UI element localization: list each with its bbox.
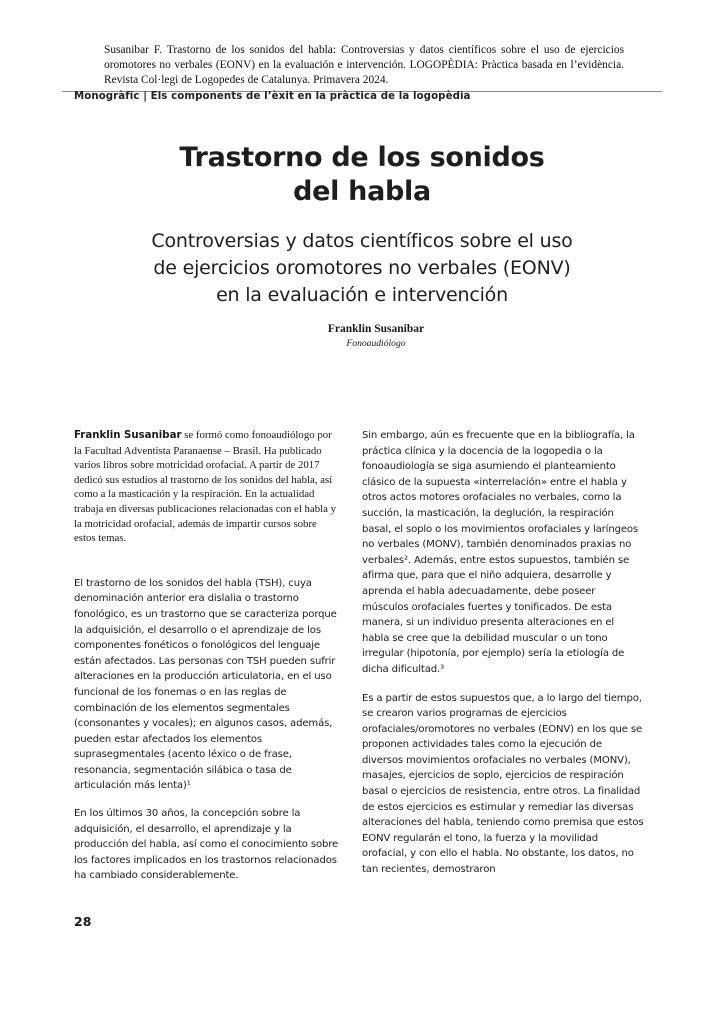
body-paragraph: Sin embargo, aún es frecuente que en la bibliografía, la práctica clínica y la docencia de la logopedia o la fonoaudiología se siga asumiendo el planteamiento clásico de la supuesta «interrelación» entre el habla y otros actos motores orofaciales no verbales, como la succión, la masticación, la deglución, la respiración basal, el soplo o los movimientos orofaciales y laríngeos no verbales (MONV), también denominados praxias no verbales². Además, entre estos supuestos, también se afirma que, para que el niño adquiera, desarrolle y aprenda el habla adecuadamente, debe poseer músculos orofaciales fuertes y tonificados. De esta manera, si un individuo presenta alteraciones en el habla se cree que la debilidad muscular o un tono irregular (hipotonía, por ejemplo) sería la etiología de dicha dificultad.³: [362, 430, 639, 675]
bio-name: Franklin Susanibar: [74, 430, 182, 441]
title-line-2: del habla: [293, 176, 431, 207]
section-header: Monogràfic | Els components de l’èxit en la pràctica de la logopèdia: [74, 91, 471, 102]
body-paragraph: El trastorno de los sonidos del habla (TSH), cuya denominación anterior era dislalia o trastorno fonológico, es un trastorno que se caracteriza porque la adquisición, el desarrollo o el aprendizaje de los componentes fonéticos o fonológicos del lenguaje están afectados. Las personas con TSH pueden sufrir alteraciones en la producción articulatoria, en el uso funcional de los fonemas o en las reglas de combinación de los elementos segmentales (consonantes y vocales); en algunos casos, además, pueden estar afectados los elementos suprasegmentales (acento léxico o de frase, resonancia, segmentación silábica o tasa de articulación más lenta)¹: [74, 577, 337, 792]
subtitle-line-2: de ejercicios oromotores no verbales (EONV): [153, 257, 571, 279]
author-name: Franklin Susanibar: [327, 323, 425, 335]
body-paragraph: Es a partir de estos supuestos que, a lo largo del tiempo, se crearon varios programas de ejercicios orofaciales/oromotores no verbales (EONV) en los que se proponen actividades tales como la ejecución de diversos movimientos orofaciales no verbales (MONV), masajes, ejercicios de soplo, ejercicios de respiración basal o ejercicios de resistencia, entre otros. La finalidad de estos ejercicios es estimular y remediar las diversas alteraciones del habla, teniendo como premisa que estos EONV regularán el tono, la fuerza y la movilidad orofacial, y con ello el habla. No obstante, los datos, no tan recientes, demostraron: [362, 692, 644, 876]
author-bio: [74, 428, 340, 546]
right-column: [362, 428, 644, 891]
author-role: Fonoaudiólogo: [346, 338, 406, 349]
article-subtitle: [0, 228, 724, 309]
page-number: 28: [74, 914, 92, 929]
title-line-1: Trastorno de los sonidos: [179, 142, 545, 173]
citation-header: Susanibar F. Trastorno de los sonidos del habla: Controversias y datos científicos sobre el uso de ejercicios oromotores no verbales (EONV) en la evaluación e intervención. LOGOPÈDIA: Pràctica basada en l’evidència. Revista Col·legi de Logopedes de Catalunya. Primavera 2024.: [104, 44, 624, 86]
subtitle-line-3: en la evaluación e intervención: [216, 284, 508, 306]
body-paragraph: En los últimos 30 años, la concepción sobre la adquisición, el desarrollo, el aprendizaje y la producción del habla, así como el conocimiento sobre los factores implicados en los trastornos relacionados ha cambiado considerablemente.: [74, 808, 339, 882]
bio-text: se formó como fonoaudiólogo por la Facultad Adventista Paranaense – Brasil. Ha publicado varios libros sobre motricidad orofacial. A partir de 2017 dedicó sus estudios al trastorno de los sonidos del habla, así como a la masticación y la respiración. En la actualidad trabaja en diversas publicaciones relacionadas con el habla y la motricidad orofacial, además de impartir cursos sobre estos temas.: [74, 429, 337, 545]
article-title: [0, 141, 724, 209]
subtitle-line-1: Controversias y datos científicos sobre el uso: [151, 230, 573, 252]
left-column: [74, 428, 340, 896]
